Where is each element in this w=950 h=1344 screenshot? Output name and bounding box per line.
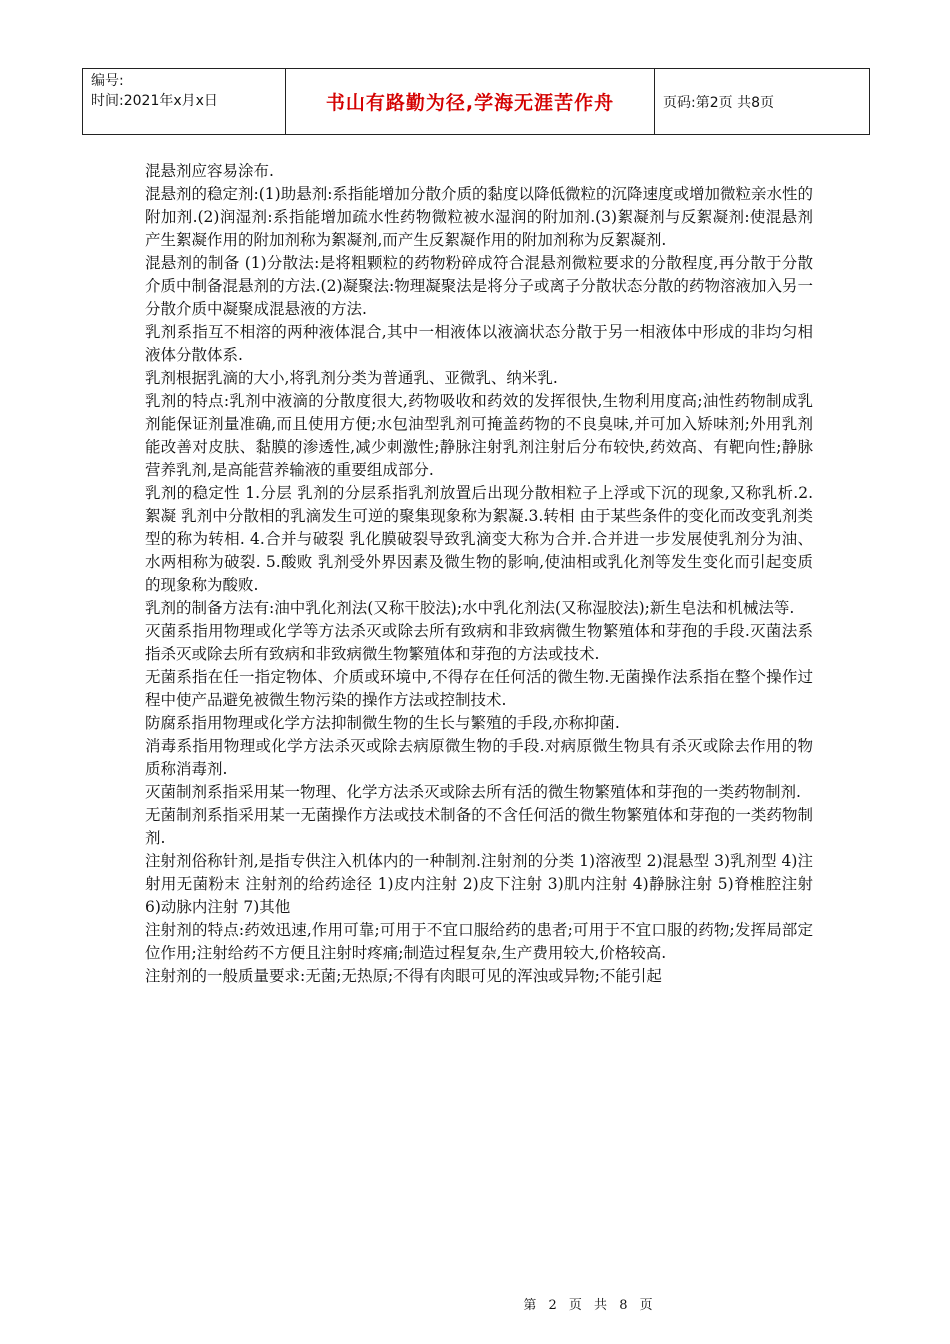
paragraph: 混悬剂的制备 (1)分散法:是将粗颗粒的药物粉碎成符合混悬剂微粒要求的分散程度,再分散于分散介质中制备混悬剂的方法.(2)凝聚法:物理凝聚法是将分子或离子分散状态分散的药物溶液加入另一分散介质中凝聚成混悬液的方法. [145,254,813,318]
paragraph: 注射剂的特点:药效迅速,作用可靠;可用于不宜口服给药的患者;可用于不宜口服的药物;发挥局部定位作用;注射给药不方便且注射时疼痛;制造过程复杂,生产费用较大,价格较高. [145,921,813,962]
paragraph: 灭菌制剂系指采用某一物理、化学方法杀灭或除去所有活的微生物繁殖体和芽孢的一类药物制剂. [145,783,801,801]
header-motto-cell [286,69,655,134]
paragraph: 无菌系指在任一指定物体、介质或环境中,不得存在任何活的微生物.无菌操作法系指在整个操作过程中使产品避免被微生物污染的操作方法或控制技术. [145,668,813,709]
header-page-info [655,69,869,134]
paragraph: 防腐系指用物理或化学方法抑制微生物的生长与繁殖的手段,亦称抑菌. [145,714,620,732]
page-footer [0,1294,950,1313]
page-header [82,68,870,135]
paragraph: 注射剂俗称针剂,是指专供注入机体内的一种制剂.注射剂的分类 1)溶液型 2)混悬型 3)乳剂型 4)注射用无菌粉末 注射剂的给药途径 1)皮内注射 2)皮下注射 3)肌内注射 4)静脉注射 5)脊椎腔注射 6)动脉内注射 7)其他 [145,852,813,916]
paragraph: 混悬剂应容易涂布. [145,162,274,180]
paragraph: 乳剂根据乳滴的大小,将乳剂分类为普通乳、亚微乳、纳米乳. [145,369,558,387]
paragraph: 乳剂的制备方法有:油中乳化剂法(又称干胶法);水中乳化剂法(又称湿胶法);新生皂法和机械法等. [145,599,795,617]
paragraph: 乳剂的稳定性 1.分层 乳剂的分层系指乳剂放置后出现分散相粒子上浮或下沉的现象,又称乳析.2.絮凝 乳剂中分散相的乳滴发生可逆的聚集现象称为絮凝.3.转相 由于某些条件的变化而改变乳剂类型的称为转相. 4.合并与破裂 乳化膜破裂导致乳滴变大称为合并.合并进一步发展使乳剂分为油、水两相称为破裂. 5.酸败 乳剂受外界因素及微生物的影响,使油相或乳化剂等发生变化而引起变质的现象称为酸败. [145,484,813,594]
paragraph: 注射剂的一般质量要求:无菌;无热原;不得有肉眼可见的浑浊或异物;不能引起 [145,967,662,985]
footer-page-number: 第 2 页 共 8 页 [523,1298,657,1313]
paragraph: 乳剂的特点:乳剂中液滴的分散度很大,药物吸收和药效的发挥很快,生物利用度高;油性药物制成乳剂能保证剂量准确,而且使用方便;水包油型乳剂可掩盖药物的不良臭味,并可加入矫味剂;外用乳剂能改善对皮肤、黏膜的渗透性,减少刺激性;静脉注射乳剂注射后分布较快,药效高、有靶向性;静脉营养乳剂,是高能营养输液的重要组成部分. [145,392,813,479]
page-info-text: 页码:第2页 共8页 [663,94,774,111]
paragraph: 无菌制剂系指采用某一无菌操作方法或技术制备的不含任何活的微生物繁殖体和芽孢的一类药物制剂. [145,806,813,847]
document-body [145,160,813,988]
paragraph: 消毒系指用物理或化学方法杀灭或除去病原微生物的手段.对病原微生物具有杀灭或除去作用的物质称消毒剂. [145,737,813,778]
header-motto: 书山有路勤为径,学海无涯苦作舟 [325,92,615,114]
paragraph: 灭菌系指用物理或化学等方法杀灭或除去所有致病和非致病微生物繁殖体和芽孢的手段.灭菌法系指杀灭或除去所有致病和非致病微生物繁殖体和芽孢的方法或技术. [145,622,813,663]
document-number-label: 编号: [91,73,124,89]
document-date: 时间:2021年x月x日 [91,93,218,109]
paragraph: 混悬剂的稳定剂:(1)助悬剂:系指能增加分散介质的黏度以降低微粒的沉降速度或增加微粒亲水性的附加剂.(2)润湿剂:系指能增加疏水性药物微粒被水湿润的附加剂.(3)絮凝剂与反絮凝剂:使混悬剂产生絮凝作用的附加剂称为絮凝剂,而产生反絮凝作用的附加剂称为反絮凝剂. [145,185,813,249]
paragraph: 乳剂系指互不相溶的两种液体混合,其中一相液体以液滴状态分散于另一相液体中形成的非均匀相液体分散体系. [145,323,813,364]
header-meta [83,69,286,134]
